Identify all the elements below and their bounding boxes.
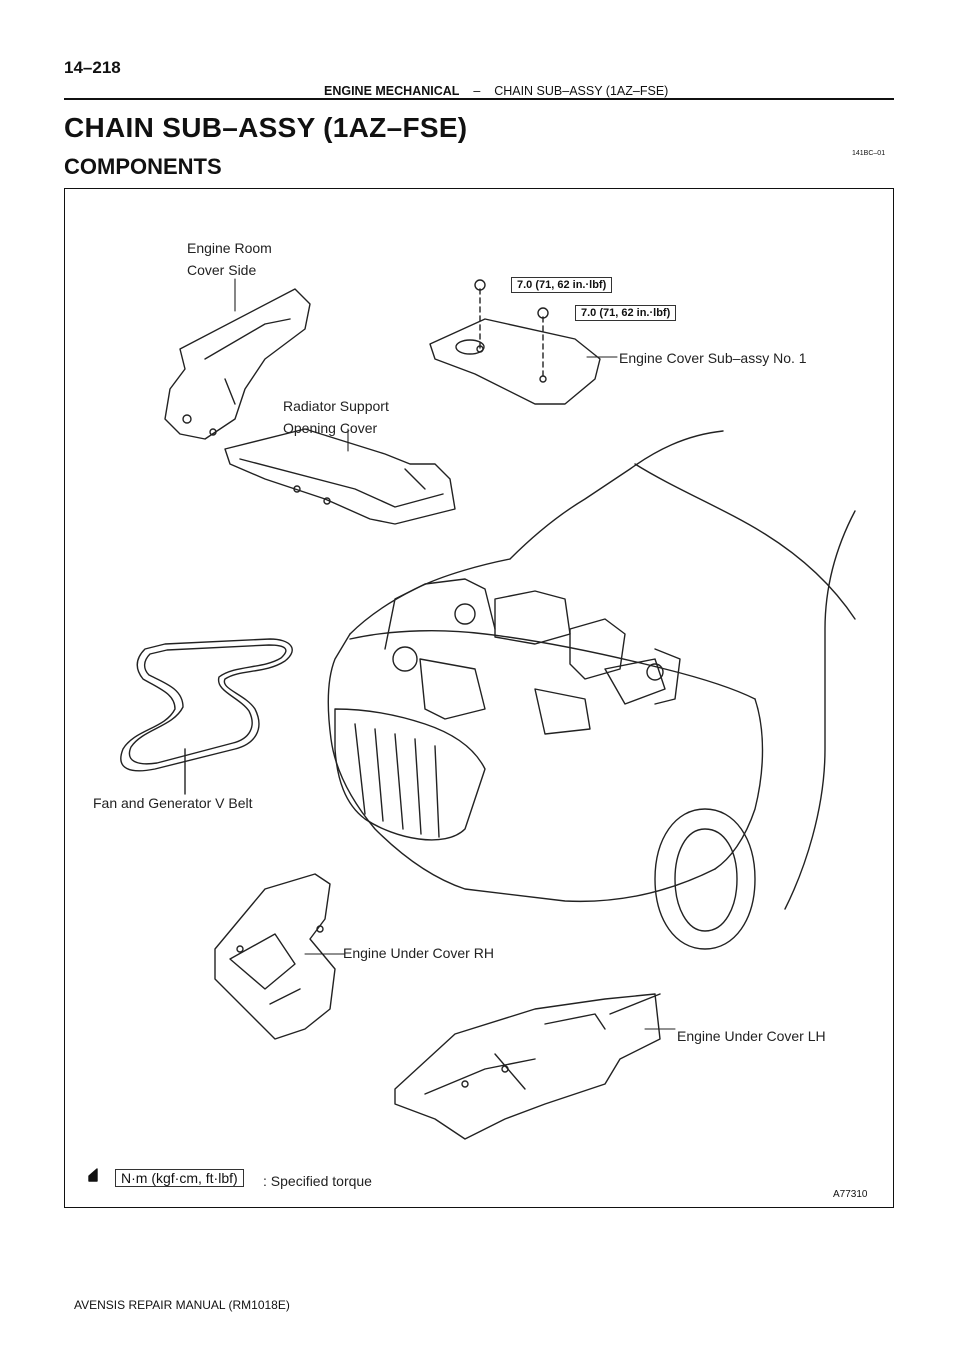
engine-room-cover-side-label — [187, 237, 272, 281]
footer: AVENSIS REPAIR MANUAL (RM1018E) — [74, 1298, 290, 1312]
torque-spec-2: 7.0 (71, 62 in.·lbf) — [575, 305, 676, 321]
page-title: CHAIN SUB–ASSY (1AZ–FSE) — [64, 112, 468, 143]
v-belt-drawing — [121, 639, 292, 794]
engine-cover-drawing — [430, 280, 600, 404]
radiator-support-label — [283, 395, 389, 439]
radiator-support-line1: Radiator Support — [283, 398, 389, 414]
torque-wrench-icon — [89, 1169, 97, 1181]
header-separator: – — [473, 84, 481, 98]
radiator-support-line2: Opening Cover — [283, 420, 378, 436]
car-illustration — [328, 431, 855, 949]
engine-room-cover-side-line2: Cover Side — [187, 262, 257, 278]
section-title: COMPONENTS — [64, 154, 222, 179]
under-cover-rh-label: Engine Under Cover RH — [343, 945, 494, 961]
under-cover-rh-drawing — [215, 874, 335, 1039]
under-cover-lh-drawing — [395, 994, 660, 1139]
header-subsection: CHAIN SUB–ASSY (1AZ–FSE) — [494, 84, 669, 98]
header-section: ENGINE MECHANICAL — [324, 84, 460, 98]
legend-text: : Specified torque — [263, 1173, 372, 1189]
document-code: 141BC–01 — [852, 150, 886, 157]
radiator-support-cover-drawing — [225, 429, 455, 524]
v-belt-label: Fan and Generator V Belt — [93, 795, 253, 811]
under-cover-lh-label: Engine Under Cover LH — [677, 1028, 826, 1044]
torque-spec-1: 7.0 (71, 62 in.·lbf) — [511, 277, 612, 293]
page-number: 14–218 — [64, 58, 121, 77]
engine-cover-label: Engine Cover Sub–assy No. 1 — [619, 350, 807, 366]
header-divider — [64, 98, 894, 100]
legend-unit-box: N·m (kgf·cm, ft·lbf) — [115, 1169, 244, 1187]
components-drawing — [65, 189, 892, 1206]
leader-lines — [235, 279, 675, 1029]
components-figure — [64, 188, 894, 1208]
engine-room-cover-side-line1: Engine Room — [187, 240, 272, 256]
figure-code: A77310 — [833, 1189, 868, 1200]
header-title — [324, 84, 668, 98]
